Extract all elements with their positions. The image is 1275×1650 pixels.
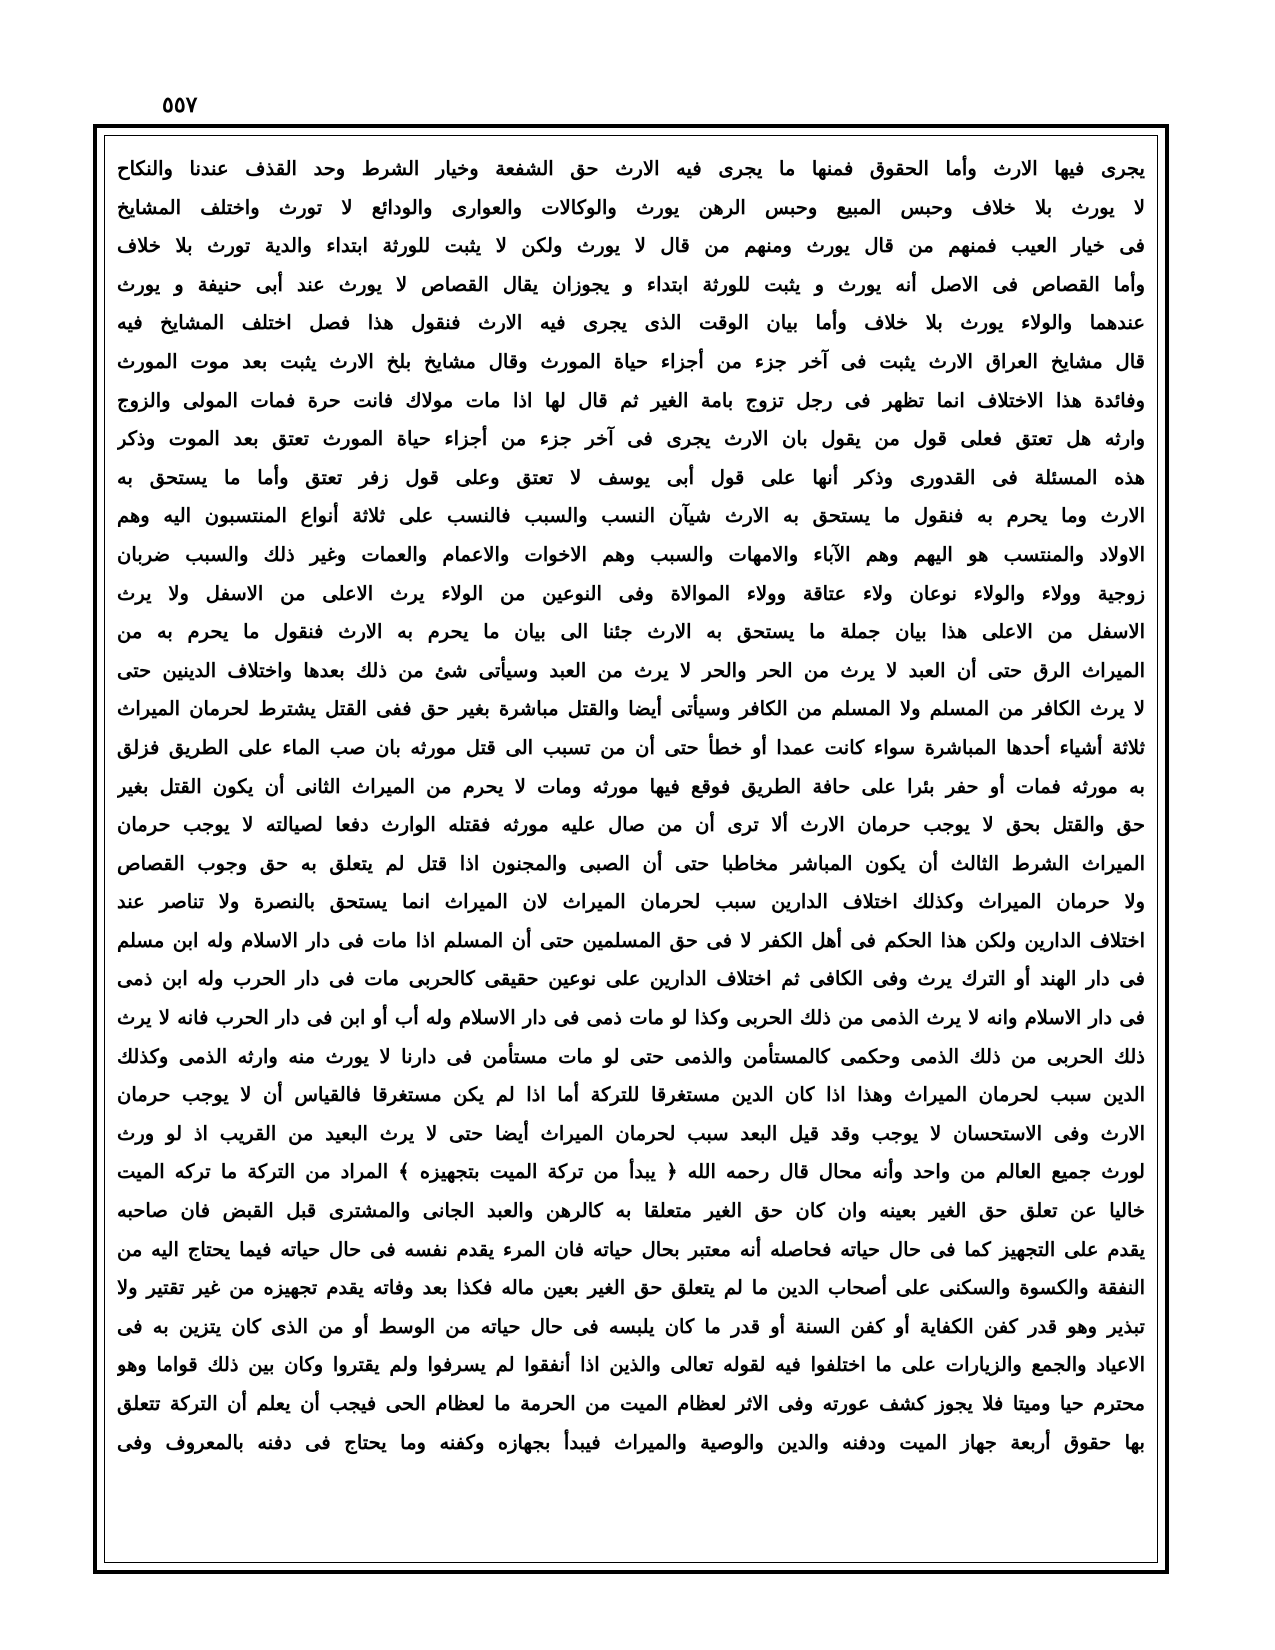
text-line: الاسفل من الاعلى هذا بيان جملة ما يستحق به الارث جئنا الى بيان ما يحرم به الارث فنقول ما يحرم به من (117, 620, 1145, 644)
text-line: وفائدة هذا الاختلاف انما تظهر فى رجل تزوج بامة الغير ثم قال لها اذا مات مولاك فانت حرة فمات المولى والزوج (117, 388, 1145, 412)
text-line: فى دار الاسلام وانه لا يرث الذمى من ذلك الحربى وكذا لو مات ذمى فى دار الاسلام وله أب أو ابن فى دار الحرب فانه لا يرث (117, 1006, 1145, 1030)
text-line: الارث وما يحرم به فنقول ما يستحق به الارث شيآن النسب والسبب فالنسب على ثلاثة أنواع المنتسبون اليه وهم (117, 504, 1145, 528)
text-line: لا يورث بلا خلاف وحبس المبيع وحبس الرهن يورث والوكالات والعوارى والودائع لا تورث واختلف المشايخ (117, 195, 1145, 219)
text-line: لورث جميع العالم من واحد وأنه محال قال رحمه الله ﴿ يبدأ من تركة الميت بتجهيزه ﴾ المراد من التركة ما تركه الميت (117, 1160, 1145, 1184)
page-number: ٥٥٧ (162, 92, 198, 118)
text-line: يجرى فيها الارث وأما الحقوق فمنها ما يجرى فيه الارث حق الشفعة وخيار الشرط وحد القذف عندنا والنكاح (117, 157, 1145, 180)
text-line: فى دار الهند أو الترك يرث وفى الكافى ثم اختلاف الدارين على نوعين حقيقى كالحربى مات فى دار الحرب وله ابن ذمى (117, 967, 1145, 991)
text-line: الميراث الرق حتى أن العبد لا يرث من الحر والحر لا يرث من العبد وسيأتى شئ من ذلك بعدها واختلاف الدينين حتى (117, 658, 1145, 682)
text-line: عندهما والولاء يورث بلا خلاف وأما بيان الوقت الذى يجرى فيه الارث فنقول هذا فصل اختلف المشايخ فيه (117, 311, 1145, 335)
text-line: الدين سبب لحرمان الميراث وهذا اذا كان الدين مستغرقا للتركة أما اذا لم يكن مستغرقا فالقياس أن لا يوجب حرمان (117, 1083, 1145, 1107)
text-line: هذه المسئلة فى القدورى وذكر أنها على قول أبى يوسف لا تعتق وعلى قول زفر تعتق وأما ما يستحق به (117, 465, 1145, 489)
text-line: ثلاثة أشياء أحدها المباشرة سواء كانت عمدا أو خطأ حتى أن من تسبب الى قتل مورثه بان صب الماء على الطريق فزلق (117, 735, 1145, 759)
text-line: زوجية وولاء والولاء نوعان ولاء عتاقة وولاء الموالاة وفى النوعين من الولاء يرث الاعلى من الاسفل ولا يرث (117, 581, 1145, 605)
text-line: وأما القصاص فى الاصل أنه يورث و يثبت للورثة ابتداء و يجوزان يقال القصاص لا يورث عند أبى حنيفة و يورث (117, 272, 1145, 296)
text-line: ولا حرمان الميراث وكذلك اختلاف الدارين سبب لحرمان الميراث لان الميراث انما يستحق بالنصرة ولا تناصر عند (117, 890, 1145, 914)
text-line: الاعياد والجمع والزيارات على ما اختلفوا فيه لقوله تعالى والذين اذا أنفقوا لم يسرفوا ولم يقتروا وكان بين ذلك قواما وهو (117, 1353, 1145, 1377)
text-block (117, 150, 1145, 1462)
text-line: يقدم على التجهيز كما فى حال حياته فحاصله أنه معتبر بحال حياته فان المرء يقدم نفسه فى حال حياته فيما يحتاج اليه من (117, 1237, 1145, 1261)
text-line: ذلك الحربى من ذلك الذمى وحكمى كالمستأمن والذمى حتى لو مات مستأمن فى دارنا لا يورث منه وارثه الذمى وكذلك (117, 1044, 1145, 1068)
text-line: فى خيار العيب فمنهم من قال يورث ومنهم من قال لا يورث ولكن لا يثبت للورثة ابتداء والدية تورث بلا خلاف (117, 234, 1145, 258)
text-line: اختلاف الدارين ولكن هذا الحكم فى أهل الكفر لا فى حق المسلمين حتى أن المسلم اذا مات فى دار الاسلام وله ابن مسلم (117, 928, 1145, 952)
text-line: لا يرث الكافر من المسلم ولا المسلم من الكافر وسيأتى أيضا والقتل مباشرة بغير حق ففى القتل يشترط لحرمان الميراث (117, 697, 1145, 721)
text-line: خاليا عن تعلق حق الغير بعينه وان كان حق الغير متعلقا به كالرهن والعبد الجانى والمشترى قبل القبض فان صاحبه (117, 1199, 1145, 1223)
text-line: النفقة والكسوة والسكنى على أصحاب الدين ما لم يتعلق حق الغير بعين ماله فكذا بعد وفاته يقدم تجهيزه من غير تقتير ولا (117, 1276, 1145, 1300)
text-line: الاولاد والمنتسب هو اليهم وهم الآباء والامهات والسبب وهم الاخوات والاعمام والعمات وغير ذلك والسبب ضربان (117, 542, 1145, 566)
text-line: تبذير وهو قدر كفن الكفاية أو كفن السنة أو قدر ما كان يلبسه فى حال حياته من الوسط أو من الذى كان يتزين به فى (117, 1314, 1145, 1338)
text-line: بها حقوق أربعة جهاز الميت ودفنه والدين والوصية والميراث فيبدأ بجهازه وكفنه وما يحتاج فى دفنه بالمعروف وفى (117, 1430, 1145, 1454)
text-line: قال مشايخ العراق الارث يثبت فى آخر جزء من أجزاء حياة المورث وقال مشايخ بلخ الارث يثبت بعد موت المورث (117, 349, 1145, 373)
text-line: به مورثه فمات أو حفر بئرا على حافة الطريق فوقع فيها مورثه ومات لا يحرم من الميراث الثانى أن يكون القتل بغير (117, 774, 1145, 798)
text-line: وارثه هل تعتق فعلى قول من يقول بان الارث يجرى فى آخر جزء من أجزاء حياة المورث تعتق بعد الموت وذكر (117, 427, 1145, 451)
page-frame (93, 124, 1169, 1574)
text-line: محترم حيا وميتا فلا يجوز كشف عورته وفى الاثر لعظام الميت من الحرمة ما لعظام الحى فيجب أن يعلم أن التركة تتعلق (117, 1392, 1145, 1415)
text-line: حق والقتل بحق لا يوجب حرمان الارث ألا ترى أن من صال عليه مورثه فقتله الوارث دفعا لصيالته لا يوجب حرمان (117, 813, 1145, 837)
text-line: الارث وفى الاستحسان لا يوجب وقد قيل البعد سبب لحرمان الميراث أيضا حتى لا يرث البعيد من القريب اذ لو ورث (117, 1121, 1145, 1145)
text-line: الميراث الشرط الثالث أن يكون المباشر مخاطبا حتى أن الصبى والمجنون اذا قتل لم يتعلق به حق وجوب القصاص (117, 851, 1145, 875)
